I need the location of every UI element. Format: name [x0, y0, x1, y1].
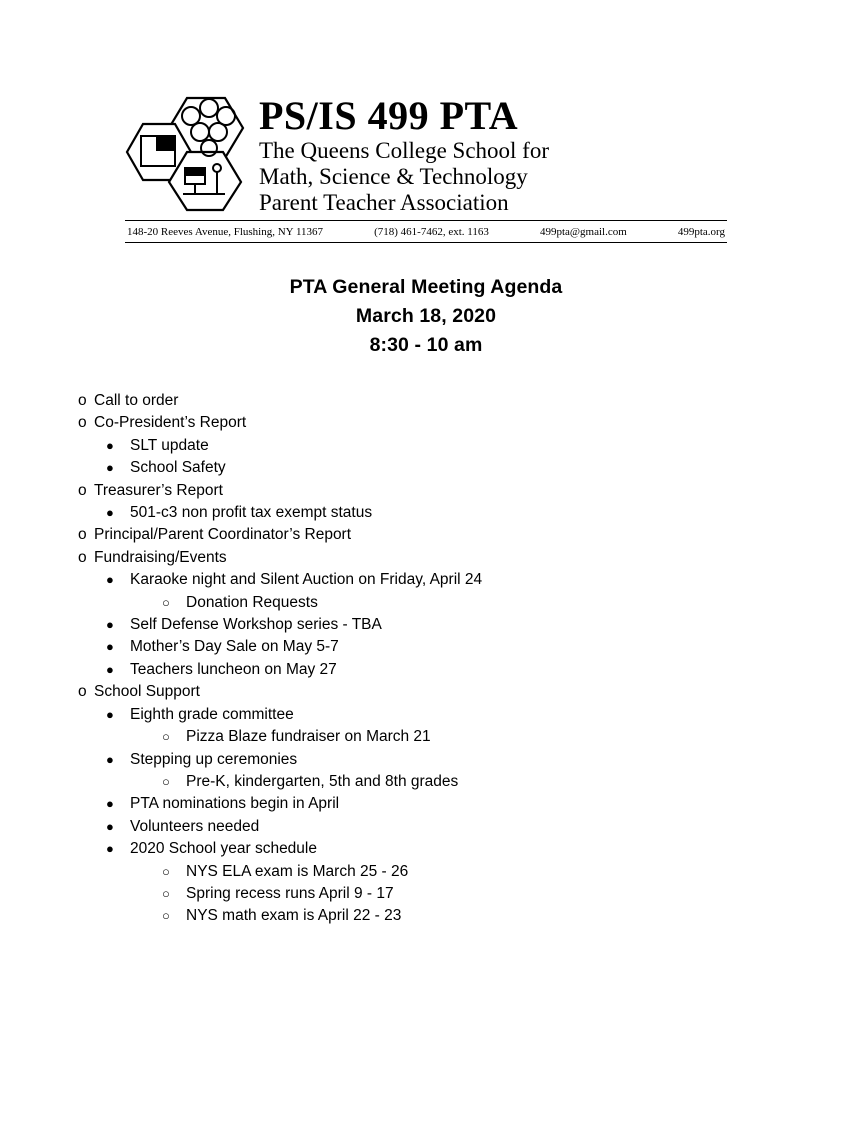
agenda-bullet-level-2-icon: ●	[106, 460, 114, 476]
agenda-item	[78, 390, 852, 412]
letterhead-divider-bottom	[125, 242, 727, 243]
agenda-item-label: NYS math exam is April 22 - 23	[186, 907, 402, 925]
agenda-item	[78, 659, 852, 681]
agenda-item	[78, 524, 852, 546]
agenda-item-label: SLT update	[130, 436, 209, 454]
agenda-item-label: Principal/Parent Coordinator’s Report	[94, 526, 352, 544]
agenda-item	[78, 435, 852, 457]
hexagon-cluster-logo-icon	[125, 94, 251, 212]
agenda-item	[78, 614, 852, 636]
agenda-item	[78, 547, 852, 569]
agenda-item-label: Pre-K, kindergarten, 5th and 8th grades	[186, 772, 459, 790]
agenda-bullet-level-1-icon: o	[78, 481, 87, 499]
agenda-item-label: Call to order	[94, 392, 179, 409]
contact-phone: (718) 461-7462, ext. 1163	[374, 226, 489, 238]
agenda-item-label: Spring recess runs April 9 - 17	[186, 884, 394, 902]
agenda-item	[78, 480, 852, 502]
agenda-item	[78, 793, 852, 815]
agenda-bullet-level-1-icon: o	[78, 526, 87, 544]
agenda-list	[0, 390, 852, 928]
agenda-item	[78, 861, 852, 883]
agenda-item-label: Fundraising/Events	[94, 548, 227, 566]
agenda-item	[78, 883, 852, 905]
agenda-bullet-level-2-icon: ●	[106, 751, 114, 767]
agenda-item-label: Volunteers needed	[130, 817, 260, 835]
document-page	[0, 92, 852, 1126]
agenda-item-label: Pizza Blaze fundraiser on March 21	[186, 728, 431, 746]
title-line-1: PTA General Meeting Agenda	[289, 276, 563, 298]
agenda-item-label: Self Defense Workshop series - TBA	[130, 616, 382, 634]
agenda-item-label: Mother’s Day Sale on May 5-7	[130, 638, 339, 656]
org-subtitle-line-3: Parent Teacher Association	[259, 190, 509, 215]
agenda-bullet-level-2-icon: ●	[106, 505, 114, 521]
agenda-item-label: Eighth grade committee	[130, 705, 294, 723]
agenda-bullet-level-1-icon: o	[78, 414, 87, 432]
agenda-bullet-level-1-icon: o	[78, 548, 87, 566]
agenda-item	[78, 636, 852, 658]
agenda-item-label: School Support	[94, 683, 200, 701]
agenda-item	[78, 749, 852, 771]
agenda-item	[78, 771, 852, 793]
agenda-bullet-level-2-icon: ●	[106, 617, 114, 633]
org-name: PS/IS 499 PTA	[259, 93, 519, 138]
agenda-item	[78, 569, 852, 591]
agenda-bullet-level-3-icon: ○	[162, 729, 170, 745]
agenda-item	[78, 704, 852, 726]
title-line-2: March 18, 2020	[355, 305, 497, 327]
agenda-item-label: Donation Requests	[186, 593, 318, 611]
agenda-bullet-level-2-icon: ●	[106, 818, 114, 834]
agenda-bullet-level-3-icon: ○	[162, 885, 170, 901]
agenda-bullet-level-2-icon: ●	[106, 796, 114, 812]
agenda-item-label: 2020 School year schedule	[130, 840, 317, 858]
agenda-bullet-level-3-icon: ○	[162, 594, 170, 610]
agenda-item-label: NYS ELA exam is March 25 - 26	[186, 862, 409, 880]
agenda-item-label: Treasurer’s Report	[94, 481, 223, 499]
agenda-bullet-level-3-icon: ○	[162, 908, 170, 924]
agenda-item	[78, 905, 852, 927]
org-subtitle-line-1: The Queens College School for	[259, 138, 549, 163]
agenda-bullet-level-2-icon: ●	[106, 639, 114, 655]
contact-website[interactable]: 499pta.org	[677, 226, 725, 238]
agenda-item-label: School Safety	[130, 459, 226, 477]
agenda-item	[78, 726, 852, 748]
contact-address: 148-20 Reeves Avenue, Flushing, NY 11367	[127, 226, 324, 238]
agenda-item-label: Teachers luncheon on May 27	[130, 660, 337, 678]
org-subtitle-line-2: Math, Science & Technology	[259, 164, 528, 189]
agenda-item-label: Co-President’s Report	[94, 414, 247, 432]
agenda-item	[78, 502, 852, 524]
agenda-item	[78, 412, 852, 434]
agenda-item	[78, 457, 852, 479]
document-title	[0, 273, 852, 360]
agenda-item-label: PTA nominations begin in April	[130, 795, 340, 813]
agenda-bullet-level-2-icon: ●	[106, 706, 114, 722]
agenda-item-label: Karaoke night and Silent Auction on Friday, April 24	[130, 571, 483, 589]
agenda-item	[78, 681, 852, 703]
agenda-bullet-level-2-icon: ●	[106, 437, 114, 453]
agenda-bullet-level-2-icon: ●	[106, 572, 114, 588]
agenda-bullet-level-3-icon: ○	[162, 863, 170, 879]
agenda-item	[78, 816, 852, 838]
agenda-item-label: 501-c3 non profit tax exempt status	[130, 504, 373, 522]
title-line-3: 8:30 - 10 am	[369, 334, 483, 356]
agenda-bullet-level-2-icon: ●	[106, 661, 114, 677]
agenda-item	[78, 838, 852, 860]
agenda-bullet-level-1-icon: o	[78, 392, 87, 409]
agenda-item-label: Stepping up ceremonies	[130, 750, 298, 768]
letterhead	[0, 92, 852, 243]
letterhead-contact-bar	[125, 221, 727, 242]
contact-email[interactable]: 499pta@gmail.com	[539, 226, 627, 238]
agenda-bullet-level-1-icon: o	[78, 683, 87, 701]
agenda-bullet-level-2-icon: ●	[106, 841, 114, 857]
agenda-bullet-level-3-icon: ○	[162, 773, 170, 789]
agenda-item	[78, 592, 852, 614]
